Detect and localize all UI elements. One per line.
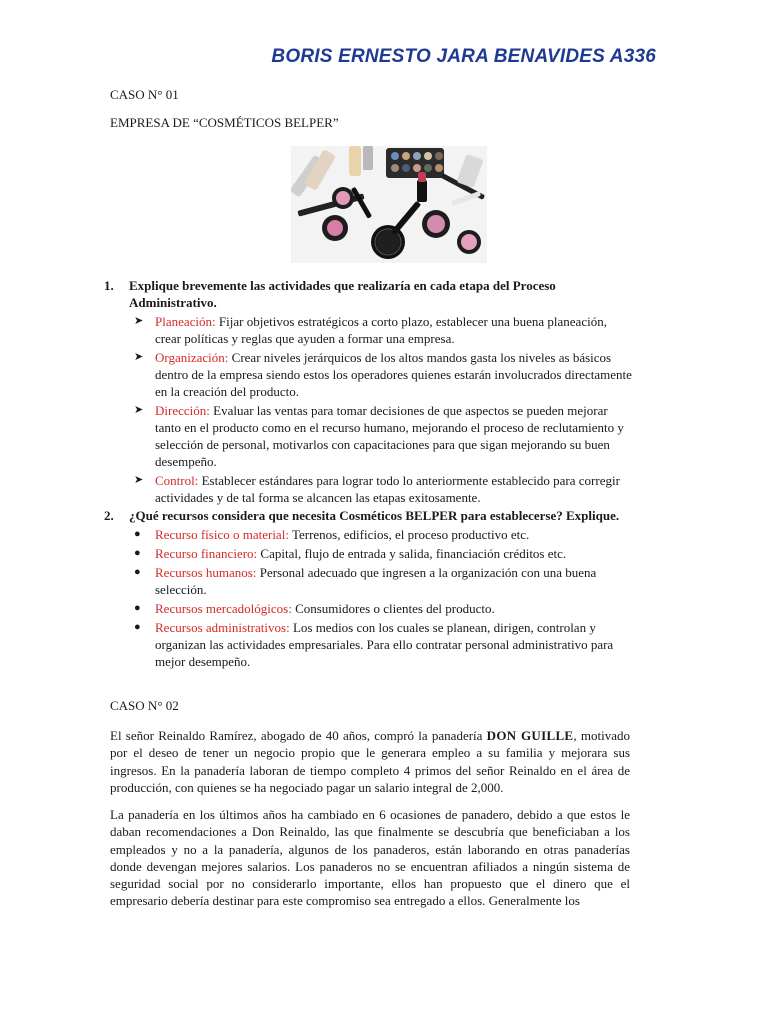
question-text: ¿Qué recursos considera que necesita Cosméticos BELPER para establecerse? Explique. <box>129 508 620 523</box>
item-text: Personal adecuado que ingresen a la organización con una buena selección. <box>155 565 597 597</box>
question-1 <box>104 277 634 506</box>
dot-icon: ● <box>134 547 141 559</box>
item-label: Recursos mercadológicos: <box>155 601 292 616</box>
item-label: Recurso físico o material: <box>155 527 289 542</box>
dot-icon: ● <box>134 621 141 633</box>
item-label: Recursos administrativos: <box>155 620 290 635</box>
item-text: Los medios con los cuales se planean, dirigen, controlan y organizan las actividades empresariales. Para ello contratar personal administrativo para mejor desempeño. <box>155 620 614 669</box>
paragraph-text: , motivado por el deseo de tener un negocio propio que le generara empleo a su familia y mejorara sus ingresos. En la panadería laboran de tiempo completo 4 primos del señor Reinaldo en el área de producción, con quienes se ha negociado pagar un salario integral de 2,000. <box>110 728 630 795</box>
item-label: Planeación: <box>155 314 216 329</box>
case2-paragraph-2: La panadería en los últimos años ha cambiado en 6 ocasiones de panadero, debido a que estos le daban recomendaciones a Don Reinaldo, las que finalmente se descubría que beneficiaban a los empleados y no a la panadería, algunos de los panaderos, están laborando en otras panaderías donde devengan mejores salarios. Los panaderos no se encuentran afiliados a ningún sistema de seguridad social por no considerarlo importante, ellos han propuesto que el dinero que el empresario debería destinar para este compromiso sea entregado a ellos. Generalmente los <box>110 807 630 909</box>
case1-title: CASO N° 01 <box>110 87 179 102</box>
list-item <box>134 600 634 617</box>
paragraph-text: El señor Reinaldo Ramírez, abogado de 40 años, compró la panadería <box>110 728 487 743</box>
list-item <box>134 545 634 562</box>
stage-list <box>134 313 634 506</box>
question-text: Explique brevemente las actividades que realizaría en cada etapa del Proceso Administrativo. <box>129 278 556 310</box>
company-name: EMPRESA DE “COSMÉTICOS BELPER” <box>110 115 339 130</box>
item-label: Recurso financiero: <box>155 546 258 561</box>
cosmetics-photo <box>291 146 487 263</box>
question-1-heading <box>104 277 634 311</box>
item-text: Capital, flujo de entrada y salida, financiación créditos etc. <box>257 546 567 561</box>
item-text: Evaluar las ventas para tomar decisiones de que aspectos se pueden mejorar tanto en el producto como en el recurso humano, mejorando el proceso de reclutamiento y selección de personal, motivarlos con capacitaciones para que sigan mejorando su buen desempeño. <box>155 403 624 469</box>
arrowhead-icon: ➤ <box>134 315 144 327</box>
item-text: Terrenos, edificios, el proceso productivo etc. <box>288 527 530 542</box>
item-label: Recursos humanos: <box>155 565 257 580</box>
list-item <box>134 472 634 506</box>
item-text: Establecer estándares para lograr todo lo anteriormente establecido para corregir actividades y de tal forma se alcancen las etapas exitosamente. <box>155 473 620 505</box>
dot-icon: ● <box>134 528 141 540</box>
author-heading: BORIS ERNESTO JARA BENAVIDES A336 <box>271 46 656 67</box>
list-item <box>134 402 634 470</box>
question-2 <box>104 507 634 670</box>
list-item <box>134 619 634 670</box>
item-label: Organización: <box>155 350 229 365</box>
item-label: Control: <box>155 473 199 488</box>
resource-list <box>134 526 634 670</box>
arrowhead-icon: ➤ <box>134 351 144 363</box>
item-text: Consumidores o clientes del producto. <box>291 601 495 616</box>
list-item <box>134 313 634 347</box>
question-number: 2. <box>104 508 114 523</box>
arrowhead-icon: ➤ <box>134 404 144 416</box>
question-2-heading <box>104 507 634 524</box>
list-item <box>134 526 634 543</box>
item-label: Dirección: <box>155 403 210 418</box>
item-text: Fijar objetivos estratégicos a corto plazo, establecer una buena planeación, crear políticas y reglas que ayuden a formar una empresa. <box>155 314 607 346</box>
item-text: Crear niveles jerárquicos de los altos mandos gasta los niveles as básicos dentro de la empresa siendo estos los operadores quienes estarán involucrados directamente en la creación del producto. <box>155 350 632 399</box>
case2-paragraph-1 <box>110 727 630 796</box>
bakery-name: DON GUILLE <box>486 728 574 743</box>
list-item <box>134 564 634 598</box>
dot-icon: ● <box>134 602 141 614</box>
dot-icon: ● <box>134 566 141 578</box>
arrowhead-icon: ➤ <box>134 474 144 486</box>
question-number: 1. <box>104 278 114 293</box>
case2-title: CASO N° 02 <box>110 698 179 713</box>
list-item <box>134 349 634 400</box>
